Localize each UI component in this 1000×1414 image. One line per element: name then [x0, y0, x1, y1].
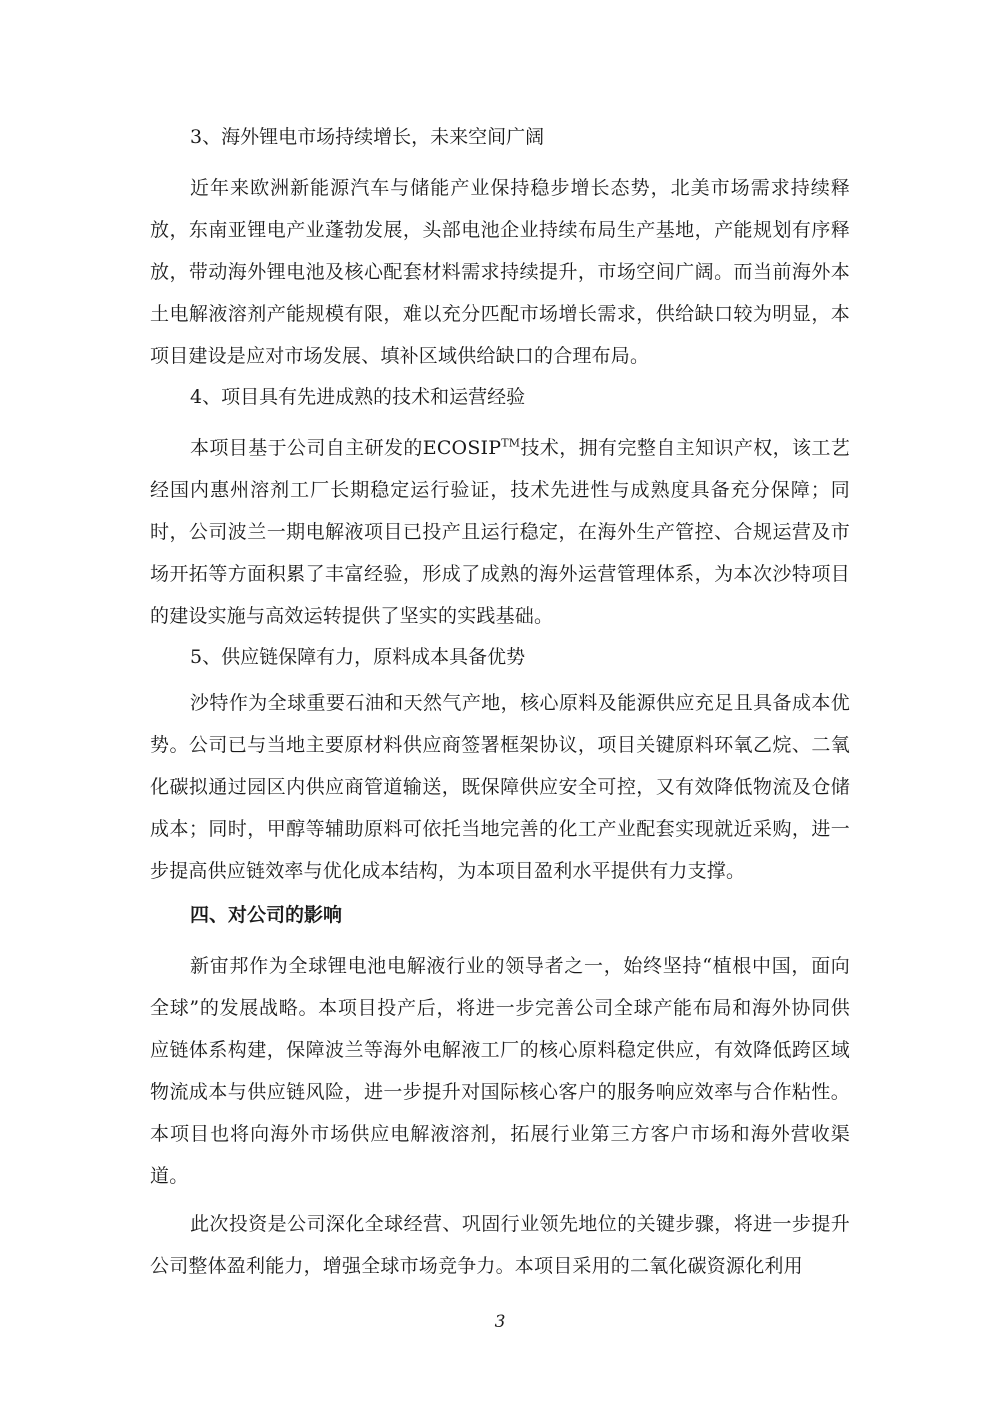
impact-paragraph-1	[150, 945, 850, 1197]
section-3-paragraph	[150, 167, 850, 377]
paragraph: 此次投资是公司深化全球经营、巩固行业领先地位的关键步骤，将进一步提升公司整体盈利能力，增强全球市场竞争力。本项目采用的二氧化碳资源化利用	[150, 1213, 850, 1277]
paragraph-text-end: 技术，拥有完整自主知识产权，该工艺经国内惠州溶剂工厂长期稳定运行验证，技术先进性与成熟度具备充分保障；同时，公司波兰一期电解液项目已投产且运行稳定，在海外生产管控、合规运营及市场开拓等方面积累了丰富经验，形成了成熟的海外运营管理体系，为本次沙特项目的建设实施与高效运转提供了坚实的实践基础。	[150, 437, 851, 627]
paragraph	[150, 427, 850, 637]
section-4-paragraph	[150, 427, 850, 637]
section-heading-3: 3、海外锂电市场持续增长，未来空间广阔	[190, 126, 545, 148]
section-5-paragraph	[150, 682, 850, 892]
section-heading-5: 5、供应链保障有力，原料成本具备优势	[190, 646, 526, 668]
page-number: 3	[494, 1312, 506, 1332]
paragraph-text-start: 本项目基于公司自主研发的ECOSIP	[190, 437, 502, 459]
section-heading-4: 4、项目具有先进成熟的技术和运营经验	[190, 386, 526, 408]
section-heading-impact: 四、对公司的影响	[190, 904, 343, 926]
impact-paragraph-2	[150, 1203, 850, 1287]
paragraph: 近年来欧洲新能源汽车与储能产业保持稳步增长态势，北美市场需求持续释放，东南亚锂电产业蓬勃发展，头部电池企业持续布局生产基地，产能规划有序释放，带动海外锂电池及核心配套材料需求持续提升，市场空间广阔。而当前海外本土电解液溶剂产能规模有限，难以充分匹配市场增长需求，供给缺口较为明显，本项目建设是应对市场发展、填补区域供给缺口的合理布局。	[150, 177, 850, 367]
trademark-superscript: TM	[501, 436, 521, 450]
paragraph: 新宙邦作为全球锂电池电解液行业的领导者之一，始终坚持“植根中国，面向全球”的发展战略。本项目投产后，将进一步完善公司全球产能布局和海外协同供应链体系构建，保障波兰等海外电解液工厂的核心原料稳定供应，有效降低跨区域物流成本与供应链风险，进一步提升对国际核心客户的服务响应效率与合作粘性。本项目也将向海外市场供应电解液溶剂，拓展行业第三方客户市场和海外营收渠道。	[150, 955, 850, 1187]
paragraph: 沙特作为全球重要石油和天然气产地，核心原料及能源供应充足且具备成本优势。公司已与当地主要原材料供应商签署框架协议，项目关键原料环氧乙烷、二氧化碳拟通过园区内供应商管道输送，既保障供应安全可控，又有效降低物流及仓储成本；同时，甲醇等辅助原料可依托当地完善的化工产业配套实现就近采购，进一步提高供应链效率与优化成本结构，为本项目盈利水平提供有力支撑。	[150, 692, 850, 882]
